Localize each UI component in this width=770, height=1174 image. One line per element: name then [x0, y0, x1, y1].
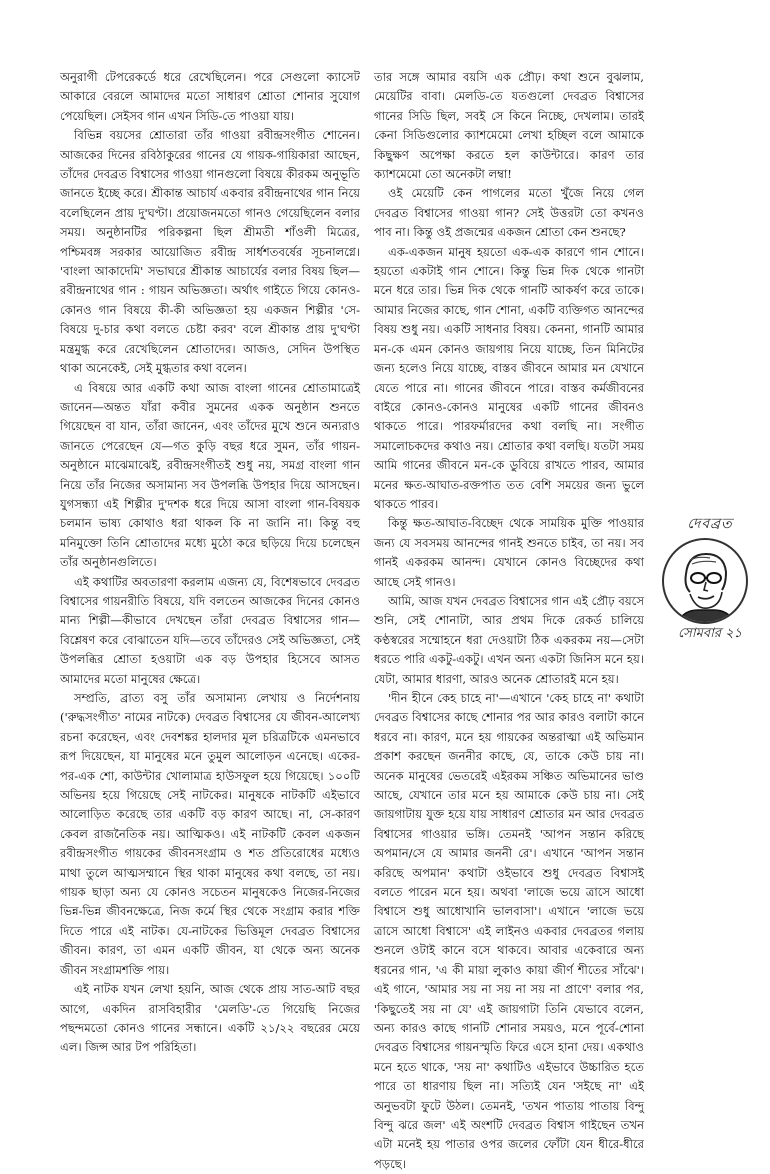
- right-paragraph-5: আমি, আজ যখন দেবব্রত বিশ্বাসের গান এই প্রৌঢ় বয়সে শুনি, সেই শোনাটা, আর প্রথম দিকে রেকর্ড চালিয়ে কণ্ঠস্বরের সম্মোহনে ধরা দেওয়াটা ঠিক একরকম নয়—সেটা ধরতে পারি একটু-একটু। এখন অন্য একটা জিনিস মনে হয়। যেটা, আমার ধারণা, আরও অনেক শ্রোতারই মনে হয়।: [374, 593, 644, 686]
- left-paragraph-3: এ বিষয়ে আর একটি কথা আজ বাংলা গানের শ্রোতামাত্রেই জানেন—অন্তত যাঁরা কবীর সুমনের একক অনুষ্ঠান শুনতে গিয়েছেন বা যান, তাঁরা জানেন, এবং তাঁদের মুখে শুনে অন্যরাও জানতে পেরেছেন যে—গত কুড়ি বছর ধরে সুমন, তাঁর গায়ন-অনুষ্ঠানে মাঝেমাঝেই, রবীন্দ্রসংগীতই শুধু নয়, সমগ্র বাংলা গান নিয়ে তাঁর নিজের অসামান্য সব উপলব্ধি উপহার দিয়ে আসছেন। যুগসন্ধ্যা এই শিল্পীর দু'দশক ধরে দিয়ে আসা বাংলা গান-বিষয়ক চলমান ভাষ্য কোথাও ধরা থাকল কি না জানি না। কিন্তু বহু মনিমুক্তো তিনি শ্রোতাদের মধ্যে মুঠো করে ছড়িয়ে দিয়ে চলেছেন তাঁর অনুষ্ঠানগুলিতে।: [60, 380, 360, 570]
- right-paragraph-1: তার সঙ্গে আমার বয়সি এক প্রৌঢ়। কথা শুনে বুঝলাম, মেয়েটির বাবা। মেলডি-তে যতগুলো দেবব্রত বিশ্বাসের গানের সিডি ছিল, সবই সে কিনে নিচ্ছে, দেখলাম। তারই কেনা সিডিগুলোর ক্যাশমেমো লেখা হচ্ছিল বলে আমাকে কিছুক্ষণ অপেক্ষা করতে হল কাউন্টারে। কারণ তার ক্যাশমেমো তো অনেকটা লম্বা!: [374, 70, 644, 182]
- article-left-column: [60, 68, 360, 1058]
- left-paragraph-6: এই নাটক যখন লেখা হয়নি, আজ থেকে প্রায় সাত-আট বছর আগে, একদিন রাসবিহারীর 'মেলডি'-তে গিয়েছি নিজের পছন্দমতো কোনও গানের সন্ধানে। একটি ২১/২২ বছরের মেয়ে এল। জিন্স আর টপ পরিহিতা।: [60, 982, 360, 1055]
- right-paragraph-4: কিন্তু ক্ষত-আঘাত-বিচ্ছেদ থেকে সাময়িক মুক্তি পাওয়ার জন্য যে সবসময় আনন্দের গানই শুনতে চাইব, তা নয়। সব গানই একরকম আনন্দ। যেখানে কোনও বিচ্ছেদের কথা আছে সেই গানও।: [374, 516, 644, 589]
- portrait-sketch-icon: [662, 538, 748, 624]
- portrait-sketch: [664, 540, 746, 622]
- right-paragraph-3: এক-একজন মানুষ হয়তো এক-এক কারণে গান শোনে। হয়তো একটাই গান শোনে। কিন্তু ভিন্ন দিক থেকে গানটা মনে ধরে তার। ভিন্ন দিক থেকে গানটি আকর্ষণ করে তাকে। আমার নিজের কাছে, গান শোনা, একটি ব্যক্তিগত আনন্দের বিষয় শুধু নয়। একটি সাধনার বিষয়। কেননা, গানটি আমার মন-কে এমন কোনও জায়গায় নিয়ে যাচ্ছে, তিন মিনিটের জন্য হলেও নিয়ে যাচ্ছে, বাস্তব জীবনে আমার মন যেখানে যেতে পারে না। গানের জীবনে পারে। বাস্তব কর্মজীবনের বাইরে কোনও-কোনও মানুষের একটি গানের জীবনও থাকতে পারে। পারফর্মারদের কথা বলছি না। সংগীত সমালোচকদের কথাও নয়। শ্রোতার কথা বলছি। যতটা সময় আমি গানের জীবনে মন-কে ডুবিয়ে রাখতে পারব, আমার মনের ক্ষত-আঘাত-রক্তপাত তত বেশি সময়ের জন্য ভুলে থাকতে পারব।: [374, 244, 644, 511]
- signature-name: দেবব্রত: [687, 516, 733, 532]
- article-right-column: [374, 68, 644, 1174]
- right-paragraph-6: 'দীন হীনে কেহ চাহে না'—এখানে 'কেহ চাহে না' কথাটা দেবব্রত বিশ্বাসের কাছে শোনার পর আর কারও বলাটা কানে ধরবে না। কারণ, মনে হয় গায়কের অন্তরাত্মা এই অভিমান প্রকাশ করছেন জননীর কাছে, যে, তাকে কেউ চায় না। অনেক মানুষের ভেতরেই এইরকম সঞ্চিত অভিমানের ভাণ্ড আছে, যেখানে তার মনে হয় আমাকে কেউ চায় না। সেই জায়গাটায় যুক্ত হয়ে যায় সাধারণ শ্রোতার মন আর দেবব্রত বিশ্বাসের গাওয়ার ভঙ্গি। তেমনই 'আপন সন্তান করিছে অপমান/সে যে আমার জননী রে'। এখানে 'আপন সন্তান করিছে অপমান' কথাটা ওইভাবে শুধু দেবব্রত বিশ্বাসই বলতে পারেন মনে হয়। অথবা 'লাজে ভয়ে ত্রাসে আধো বিশ্বাসে শুধু আধোখানি ভালবাসা'। এখানে 'লাজে ভয়ে ত্রাসে আধো বিশ্বাসে' এই লাইনও একবার দেবব্রতর গলায় শুনলে ওটাই কানে বসে থাকবে। আবার একেবারে অন্য ধরনের গান, 'এ কী মায়া লুকাও কায়া জীর্ণ শীতের সাঁঝে'। এই গানে, 'আমার সয় না সয় না সয় না প্রাণে' বলার পর, 'কিছুতেই সয় না যে' এই জায়গাটা তিনি যেভাবে বলেন, অন্য কারও কাছে গানটি শোনার সময়ও, মনে পূর্বে-শোনা দেবব্রত বিশ্বাসের গায়নস্মৃতি ফিরে এসে হানা দেয়। একথাও মনে হতে থাকে, 'সয় না' কথাটিও এইভাবে উচ্চারিত হতে পারে তা ধারণায় ছিল না। সত্যিই যেন 'সইছে না' এই অনুভবটা ফুটে উঠল। তেমনই, 'তখন পাতায় পাতায় বিন্দু বিন্দু ঝরে জল' এই অংশটি দেবব্রত বিশ্বাস গাইছেন তখন এটা মনেই হয় পাতার ওপর জলের ফোঁটা যেন ধীরে-ধীরে পড়ছে।: [374, 691, 644, 1171]
- left-paragraph-2: বিভিন্ন বয়সের শ্রোতারা তাঁর গাওয়া রবীন্দ্রসংগীত শোনেন। আজকের দিনের রবিঠাকুরের গানের যে গায়ক-গায়িকারা আছেন, তাঁদের দেবব্রত বিশ্বাসের গাওয়া গানগুলো বিষয়ে কীরকম অনুভূতি জানতে ইচ্ছে করে। শ্রীকান্ত আচার্য একবার রবীন্দ্রনাথের গান নিয়ে বলেছিলেন প্রায় দু'ঘণ্টা। প্রয়োজনমতো গানও গেয়েছিলেন বলার সময়। অনুষ্ঠানটির পরিকল্পনা ছিল শ্রীমতী শাঁওলী মিত্রের, পশ্চিমবঙ্গ সরকার আয়োজিত রবীন্দ্র সার্ধশতবর্ষের সূচনালগ্নে। 'বাংলা আকাদেমি' সভাঘরে শ্রীকান্ত আচার্যের বলার বিষয় ছিল—রবীন্দ্রনাথের গান : গায়ন অভিজ্ঞতা। অর্থাৎ গাইতে গিয়ে কোনও-কোনও গান বিষয়ে কী-কী অভিজ্ঞতা হয় একজন শিল্পীর 'সে-বিষয়ে দু-চার কথা বলতে চেষ্টা করব' বলে শ্রীকান্ত প্রায় দু'ঘণ্টা মন্ত্রমুগ্ধ করে রেখেছিলেন শ্রোতাদের। আজও, সেদিন উপস্থিত থাকা অনেকেই, সেই মুগ্ধতার কথা বলেন।: [60, 128, 360, 376]
- column-signature: [650, 512, 770, 642]
- signature-column-label: সোমবার ২১: [677, 626, 743, 641]
- left-paragraph-4: এই কথাটির অবতারণা করলাম এজন্য যে, বিশেষভাবে দেবব্রত বিশ্বাসের গায়নরীতি বিষয়ে, যদি বলতেন আজকের দিনের কোনও মান্য শিল্পী—কীভাবে দেখছেন তাঁরা দেবব্রত বিশ্বাসের গান—বিশ্লেষণ করে বোঝাতেন যদি—তবে তাঁদেরও সেই অভিজ্ঞতা, সেই উপলব্ধির শ্রোতা হওয়াটা এক বড় উপহার হিসেবে আসত আমাদের মতো মানুষের ক্ষেত্রে।: [60, 574, 360, 686]
- right-paragraph-2: ওই মেয়েটি কেন পাগলের মতো খুঁজে নিয়ে গেল দেবব্রত বিশ্বাসের গাওয়া গান? সেই উত্তরটা তো কখনও পাব না। কিন্তু ওই প্রজন্মের একজন শ্রোতা কেন শুনছে?: [374, 186, 644, 240]
- left-paragraph-1: অনুরাগী টেপরেকর্ডে ধরে রেখেছিলেন। পরে সেগুলো ক্যাসেট আকারে বেরলে আমাদের মতো সাধারণ শ্রোতা শোনার সুযোগ পেয়েছিল। সেইসব গান এখন সিডি-তে পাওয়া যায়।: [60, 70, 360, 123]
- left-paragraph-5: সম্প্রতি, ব্রাত্য বসু তাঁর অসামান্য লেখায় ও নির্দেশনায় ('রুদ্ধসংগীত' নামের নাটকে) দেবব্রত বিশ্বাসের যে জীবন-আলেখ্য রচনা করেছেন, এবং দেবশঙ্কর হালদার মূল চরিত্রটিকে এমনভাবে রূপ দিয়েছেন, যা মানুষের মনে তুমুল আলোড়ন এনেছে। একের-পর-এক শো, কাউন্টার খোলামাত্র হাউসফুল হয়ে গিয়েছে। ১০০টি অভিনয় হয়ে গিয়েছে সেই নাটকের। মানুষকে নাটকটি এইভাবে আলোড়িত করেছে তার একটি বড় কারণ আছে। না, সে-কারণ কেবল রাজনৈতিক নয়। আত্মিকও। এই নাটকটি কেবল একজন রবীন্দ্রসংগীত গায়কের জীবনসংগ্রাম ও শত প্রতিরোধের মধ্যেও মাথা তুলে আত্মসম্মানে স্থির থাকা মানুষের কথা বলছে, তা নয়। গায়ক ছাড়া অন্য যে কোনও সচেতন মানুষকেও নিজের-নিজের ভিন্ন-ভিন্ন জীবনক্ষেত্রে, নিজ কর্মে স্থির থেকে সংগ্রাম করার শক্তি দিতে পারে এই নাটক। যে-নাটকের ভিত্তিমূল দেবব্রত বিশ্বাসের জীবন। কারণ, তা এমন একটি জীবন, যা থেকে অন্য অনেক জীবন সংগ্রামশক্তি পায়।: [60, 691, 360, 977]
